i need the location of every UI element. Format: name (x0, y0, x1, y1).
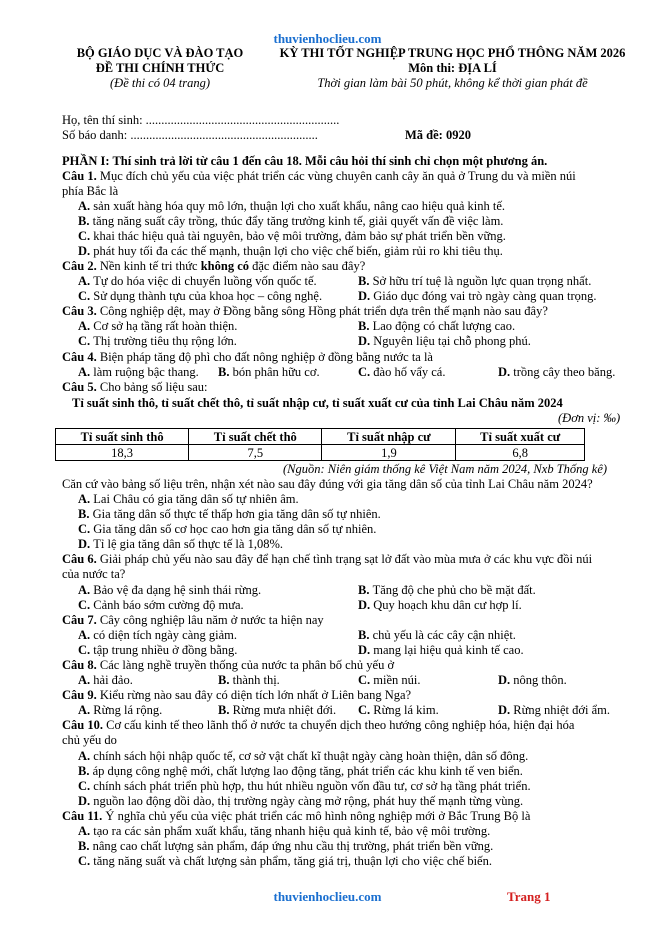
q4-option-c: C. đào hố vẩy cá. (358, 365, 446, 379)
time-note: Thời gian làm bài 50 phút, không kể thời gian phát đề (317, 76, 588, 90)
q4-option-b: B. bón phân hữu cơ. (218, 365, 320, 379)
population-rate-table (55, 428, 585, 461)
q6-option-a: A. Bảo vệ đa dạng hệ sinh thái rừng. (78, 583, 262, 597)
q6-option-d: D. Quy hoạch khu dân cư hợp lí. (358, 598, 522, 612)
official-exam-label: ĐỀ THI CHÍNH THỨC (95, 61, 225, 75)
q1-option-d: D. phát huy tối đa các thế mạnh, thuận lợi cho việc chế biến, giảm rủi ro khi tiêu thụ. (78, 244, 503, 258)
q6-option-c: C. Cảnh báo sớm cường độ mưa. (78, 598, 244, 612)
question-9: Câu 9. Kiểu rừng nào sau đây có diện tích lớn nhất ở Liên bang Nga? (62, 688, 412, 702)
q2-option-d: D. Giáo dục đóng vai trò ngày càng quan trọng. (358, 289, 597, 303)
table-cell: 6,8 (456, 445, 585, 461)
question-10: Câu 10. Cơ cấu kinh tế theo lãnh thổ ở nước ta chuyển dịch theo hướng công nghiệp hóa, hiện đại hóa (62, 718, 575, 732)
q8-option-d: D. nông thôn. (498, 673, 567, 687)
table-cell: 7,5 (189, 445, 322, 461)
q5-stem: Căn cứ vào bảng số liệu trên, nhận xét nào sau đây đúng với gia tăng dân số của tỉnh Lai Châu năm 2024? (62, 477, 593, 491)
q9-option-b: B. Rừng mưa nhiệt đới. (218, 703, 337, 717)
q3-option-c: C. Thị trường tiêu thụ rộng lớn. (78, 334, 237, 348)
q7-option-d: D. mang lại hiệu quả kinh tế cao. (358, 643, 524, 657)
table-unit: (Đơn vị: ‰) (558, 411, 621, 425)
table-header-row (56, 429, 585, 445)
q8-option-c: C. miền núi. (358, 673, 421, 687)
exam-code: Mã đề: 0920 (405, 128, 471, 142)
question-5: Câu 5. Cho bảng số liệu sau: (62, 380, 208, 394)
q1-option-c: C. khai thác hiệu quả tài nguyên, bảo vệ môi trường, đảm bảo sự phát triển bền vững. (78, 229, 506, 243)
q8-option-b: B. thành thị. (218, 673, 280, 687)
page-count-note: (Đề thi có 04 trang) (110, 76, 210, 90)
q10-option-b: B. áp dụng công nghệ mới, chất lượng lao động tăng, phát triển các khu kinh tế ven biển. (78, 764, 523, 778)
q11-option-b: B. nâng cao chất lượng sản phẩm, đáp ứng nhu cầu thị trường, phát triển bền vững. (78, 839, 494, 853)
question-text: Mục đích chủ yếu của việc phát triển các vùng chuyên canh cây ăn quả ở Trung du và miền núi (96, 169, 576, 183)
header-ministry (55, 46, 265, 91)
question-4: Câu 4. Biện pháp tăng độ phì cho đất nông nghiệp ở đồng bằng nước ta là (62, 350, 433, 364)
subject-label: Môn thi: ĐỊA LÍ (408, 61, 497, 75)
q5-option-b: B. Gia tăng dân số thực tế thấp hơn gia tăng dân số tự nhiên. (78, 507, 381, 521)
q9-option-c: C. Rừng lá kim. (358, 703, 439, 717)
header-exam-info (265, 46, 640, 91)
q2-option-c: C. Sử dụng thành tựu của khoa học – công nghệ. (78, 289, 323, 303)
q5-option-c: C. Gia tăng dân số cơ học cao hơn gia tăng dân số tự nhiên. (78, 522, 377, 536)
ministry-name: BỘ GIÁO DỤC VÀ ĐÀO TẠO (76, 46, 244, 60)
question-1 (62, 169, 576, 184)
question-label: Câu 1. (62, 169, 97, 183)
table-source: (Nguồn: Niên giám thống kê Việt Nam năm 2024, Nxb Thống kê) (283, 462, 608, 476)
question-text-cont: của nước ta? (62, 567, 126, 581)
q6-option-b: B. Tăng độ che phủ cho bề mặt đất. (358, 583, 536, 597)
question-text-cont: chủ yếu do (62, 733, 117, 747)
question-3: Câu 3. Công nghiệp dệt, may ở Đồng bằng sông Hồng phát triển dựa trên thế mạnh nào sau đây? (62, 304, 548, 318)
exam-title: KỲ THI TỐT NGHIỆP TRUNG HỌC PHỔ THÔNG NĂM 2026 (279, 46, 626, 60)
question-2: Câu 2. Nền kinh tế tri thức không có đặc điểm nào sau đây? (62, 259, 366, 273)
q4-option-d: D. trồng cây theo băng. (498, 365, 616, 379)
q9-option-a: A. Rừng lá rộng. (78, 703, 163, 717)
question-11: Câu 11. Ý nghĩa chủ yếu của việc phát triển các mô hình nông nghiệp mới ở Bắc Trung Bộ là (62, 809, 531, 823)
q10-option-c: C. chính sách phát triển phù hợp, thu hút nhiều nguồn vốn đầu tư, cơ sở hạ tầng phát triển. (78, 779, 531, 793)
q4-option-a: A. làm ruộng bậc thang. (78, 365, 199, 379)
q7-option-b: B. chủ yếu là các cây cận nhiệt. (358, 628, 516, 642)
q7-option-c: C. tập trung nhiều ở đồng bằng. (78, 643, 238, 657)
candidate-id-line: Số báo danh: ............................................................ (62, 128, 318, 142)
table-title: Tỉ suất sinh thô, tỉ suất chết thô, tỉ suất nhập cư, tỉ suất xuất cư của tỉnh Lai Châu năm 2024 (72, 396, 563, 410)
q3-option-a: A. Cơ sở hạ tầng rất hoàn thiện. (78, 319, 238, 333)
q10-option-d: D. nguồn lao động dồi dào, thị trường ngày càng mở rộng, phát huy thế mạnh từng vùng. (78, 794, 524, 808)
q5-option-a: A. Lai Châu có gia tăng dân số tự nhiên âm. (78, 492, 299, 506)
q9-option-d: D. Rừng nhiệt đới ẩm. (498, 703, 610, 717)
q10-option-a: A. chính sách hội nhập quốc tế, cơ sở vật chất kĩ thuật ngày càng hoàn thiện, dân số đông. (78, 749, 529, 763)
question-7: Câu 7. Cây công nghiệp lâu năm ở nước ta hiện nay (62, 613, 324, 627)
table-header-cell: Tỉ suất xuất cư (456, 429, 585, 445)
q3-option-b: B. Lao động có chất lượng cao. (358, 319, 516, 333)
table-cell: 18,3 (56, 445, 189, 461)
q8-option-a: A. hải đảo. (78, 673, 133, 687)
table-row (56, 445, 585, 461)
question-8: Câu 8. Các làng nghề truyền thống của nước ta phân bố chủ yếu ở (62, 658, 395, 672)
page-number: Trang 1 (507, 889, 551, 904)
q7-option-a: A. có diện tích ngày càng giảm. (78, 628, 237, 642)
q3-option-d: D. Nguyên liệu tại chỗ phong phú. (358, 334, 531, 348)
q11-option-a: A. tạo ra các sản phẩm xuất khẩu, tăng nhanh hiệu quả kinh tế, bảo vệ môi trường. (78, 824, 491, 838)
table-header-cell: Tỉ suất chết thô (189, 429, 322, 445)
candidate-name-line: Họ, tên thí sinh: .............................................................. (62, 113, 340, 127)
q1-option-a: A. sản xuất hàng hóa quy mô lớn, thuận lợi cho xuất khẩu, nâng cao hiệu quả kinh tế. (78, 199, 506, 213)
table-header-cell: Tỉ suất sinh thô (56, 429, 189, 445)
table-cell: 1,9 (322, 445, 456, 461)
table-header-cell: Tỉ suất nhập cư (322, 429, 456, 445)
q2-option-a: A. Tự do hóa việc di chuyển luồng vốn quốc tế. (78, 274, 317, 288)
site-watermark-footer[interactable]: thuvienhoclieu.com (273, 889, 382, 904)
site-watermark-top[interactable]: thuvienhoclieu.com (273, 31, 382, 46)
question-text-cont: phía Bắc là (62, 184, 119, 198)
q11-option-c: C. tăng năng suất và chất lượng sản phẩm, tăng giá trị, thuận lợi cho việc chế biến. (78, 854, 492, 868)
q1-option-b: B. tăng năng suất cây trồng, thúc đẩy tăng trưởng kinh tế, giải quyết vấn đề việc làm. (78, 214, 504, 228)
q5-option-d: D. Tỉ lệ gia tăng dân số thực tế là 1,08%. (78, 537, 283, 551)
part-one-heading: PHẦN I: Thí sinh trả lời từ câu 1 đến câu 18. Mỗi câu hỏi thí sinh chỉ chọn một phương án. (62, 154, 548, 168)
q2-option-b: B. Sở hữu trí tuệ là nguồn lực quan trọng nhất. (358, 274, 592, 288)
question-6: Câu 6. Giải pháp chủ yếu nào sau đây để hạn chế tình trạng sạt lở đất vào mùa mưa ở các khu vực đồi núi (62, 552, 593, 566)
